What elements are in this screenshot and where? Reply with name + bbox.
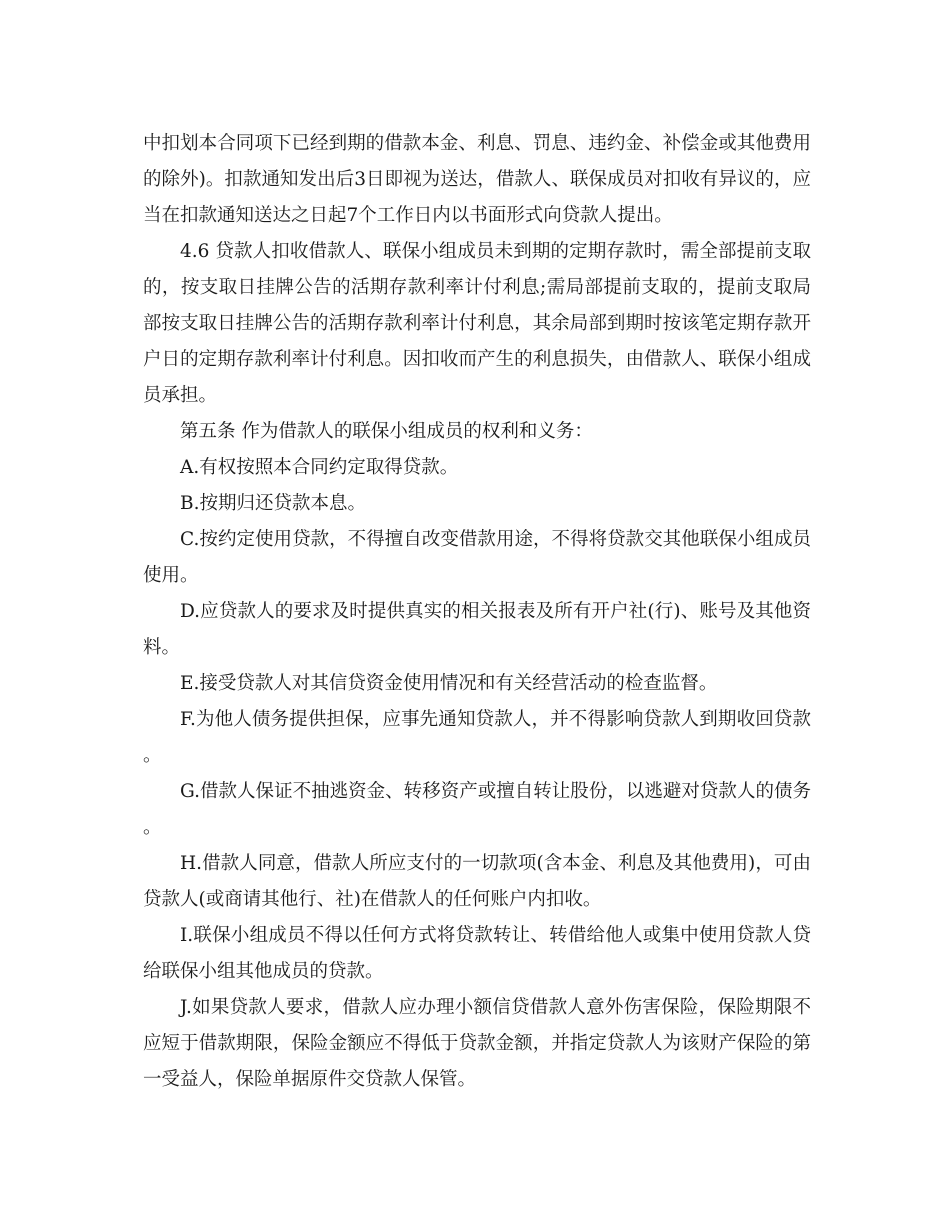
item-c: C.按约定使用贷款，不得擅自改变借款用途，不得将贷款交其他联保小组成员使用。 <box>143 529 811 586</box>
item-d: D.应贷款人的要求及时提供真实的相关报表及所有开户社(行)、账号及其他资料。 <box>143 601 811 658</box>
item-h: H.借款人同意，借款人所应支付的一切款项(含本金、利息及其他费用)，可由贷款人(或商请其他行、社)在借款人的任何账户内扣收。 <box>143 853 811 910</box>
clause-4-6: 4.6 贷款人扣收借款人、联保小组成员未到期的定期存款时，需全部提前支取的，按支取日挂牌公告的活期存款利率计付利息;需局部提前支取的，提前支取局部按支取日挂牌公告的活期存款利率计付利息，其余局部到期时按该笔定期存款开户日的定期存款利率计付利息。因扣收而产生的利息损失，由借款人、联保小组成员承担。 <box>143 241 811 406</box>
paragraph-continuation: 中扣划本合同项下已经到期的借款本金、利息、罚息、违约金、补偿金或其他费用的除外)。扣款通知发出后3日即视为送达，借款人、联保成员对扣收有异议的，应当在扣款通知送达之日起7个工作日内以书面形式向贷款人提出。 <box>143 133 811 226</box>
item-a: A.有权按照本合同约定取得贷款。 <box>180 457 459 478</box>
item-b: B.按期归还贷款本息。 <box>180 493 366 514</box>
item-j: J.如果贷款人要求，借款人应办理小额信贷借款人意外伤害保险，保险期限不应短于借款期限，保险金额应不得低于贷款金额，并指定贷款人为该财产保险的第一受益人，保险单据原件交贷款人保管。 <box>143 997 811 1090</box>
item-f: F.为他人债务提供担保，应事先通知贷款人，并不得影响贷款人到期收回贷款。 <box>143 709 811 766</box>
article-5-heading: 第五条 作为借款人的联保小组成员的权利和义务： <box>180 421 593 442</box>
document-body <box>143 126 811 1098</box>
item-g: G.借款人保证不抽逃资金、转移资产或擅自转让股份，以逃避对贷款人的债务。 <box>143 781 811 838</box>
item-e: E.接受贷款人对其信贷资金使用情况和有关经营活动的检查监督。 <box>180 673 718 694</box>
item-i: I.联保小组成员不得以任何方式将贷款转让、转借给他人或集中使用贷款人贷给联保小组其他成员的贷款。 <box>143 925 811 982</box>
